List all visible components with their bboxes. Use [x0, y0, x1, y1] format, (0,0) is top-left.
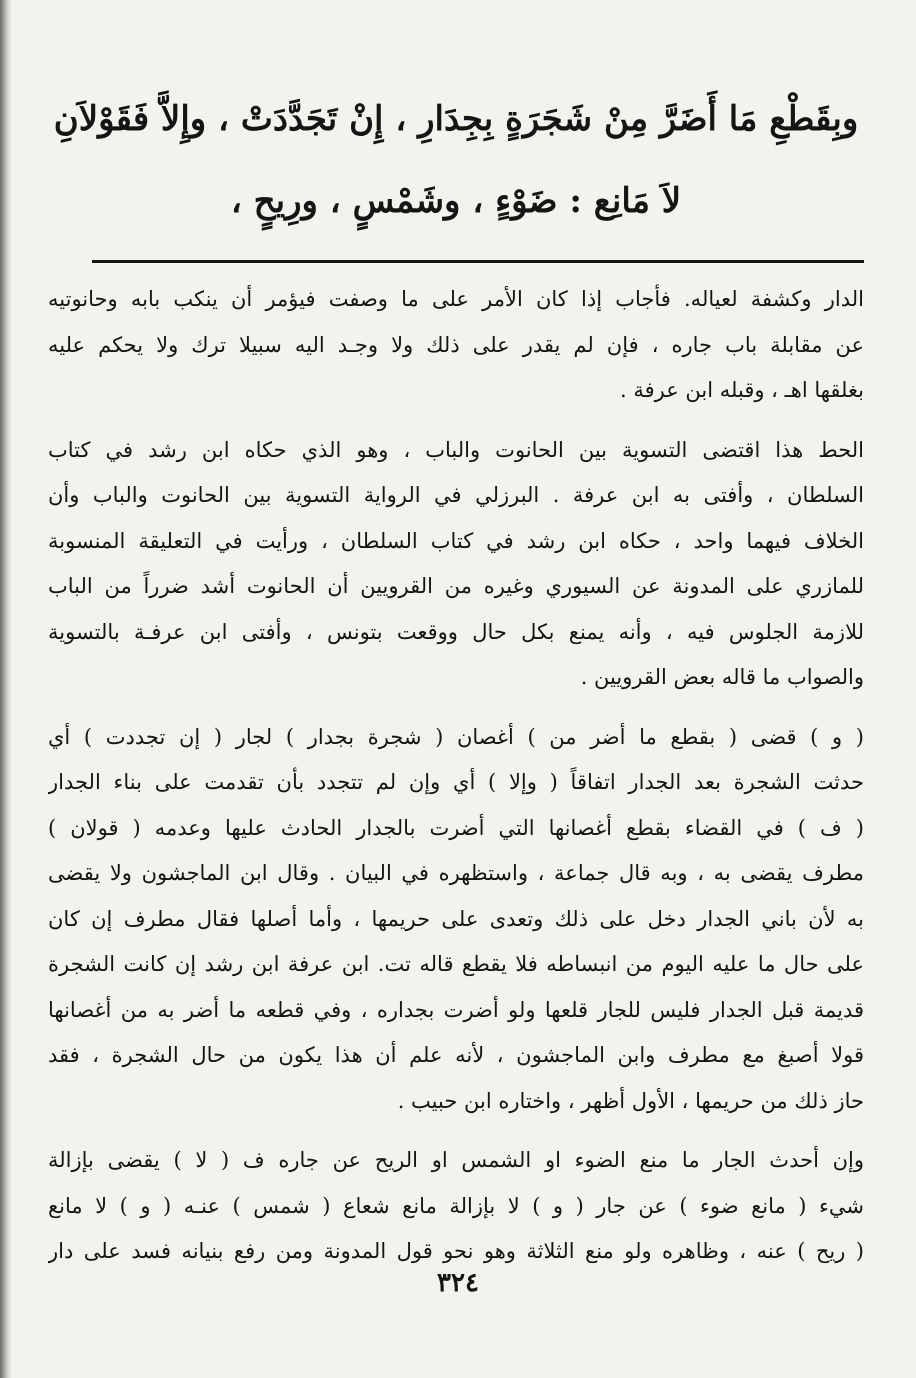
- text-line: للازمة الجلوس فيه ، وأنه يمنع بكل حال ووقعت بتونس ، وأفتى ابن عرفـة بالتسوية: [48, 619, 864, 644]
- paragraph: [48, 715, 864, 1125]
- commentary-body: [48, 277, 864, 1275]
- divider-rule: [92, 260, 864, 263]
- verse-block: [48, 0, 864, 242]
- text-line: شيء ( مانع ضوء ) عن جار ( و ) لا بإزالة مانع شعاع ( شمس ) عنـه ( و ) لا مانع: [48, 1193, 864, 1218]
- text-line: وإن أحدث الجار ما منع الضوء او الشمس او الريح عن جاره ف ( لا ) يقضى بإزالة: [48, 1148, 864, 1172]
- text-line: قولا أصبغ مع مطرف وابن الماجشون ، لأنه علم أن هذا يكون من حال الشجرة ، فقد: [48, 1043, 864, 1067]
- page-edge-shadow: [0, 0, 12, 1378]
- page-number: ٣٢٤: [437, 1268, 479, 1298]
- text-line: على حال ما عليه اليوم من انبساطه فلا يقطع قاله تت. ابن عرفة ابن رشد إن كانت الشجرة: [48, 952, 864, 976]
- text-line: ( ريح ) عنه ، وظاهره ولو منع الثلاثة وهو نحو قول المدونة ومن رفع بنيانه فسد على دار: [48, 1239, 864, 1263]
- text-line: الخلاف فيهما واحد ، حكاه ابن رشد في كتاب السلطان ، ورأيت في التعليقة المنسوبة: [48, 528, 864, 553]
- text-line: مطرف يقضى به ، وبه قال جماعة ، واستظهره في البيان . وقال ابن الماجشون ولا يقضى: [48, 861, 864, 885]
- verse-line: وبِقَطْعِ مَا أَضَرَّ مِنْ شَجَرَةٍ بِجِدَارِ ، إِنْ تَجَدَّدَتْ ، وإِلاَّ فَقَوْلاَنِ: [53, 99, 859, 139]
- verse-line: لاَ مَانِع : ضَوْءٍ ، وشَمْسٍ ، ورِيحٍ ،: [230, 181, 682, 221]
- text-line: ( ف ) في القضاء بقطع أغصانها التي أضرت بالجدار الحادث عليها وعدمه ( قولان ): [48, 815, 864, 840]
- text-line: عن مقابلة باب جاره ، فإن لم يقدر على ذلك ولا وجـد اليه سبيلا ترك ولا يحكم عليه: [48, 332, 864, 357]
- text-line: بغلقها اهـ ، وقبله ابن عرفة .: [619, 378, 864, 402]
- text-line: والصواب ما قاله بعض القرويين .: [580, 665, 864, 689]
- text-line: الدار وكشفة لعياله. فأجاب إذا كان الأمر على ما وصفت فيؤمر أن ينكب بابه وحانوتيه: [48, 287, 864, 311]
- text-line: حدثت الشجرة بعد الجدار اتفاقاً ( وإلا ) أي وإن لم تتجدد بأن تقدمت على بناء الجدار: [48, 770, 864, 794]
- text-line: الحط هذا اقتضى التسوية بين الحانوت والباب ، وهو الذي حكاه ابن رشد في كتاب: [48, 437, 864, 462]
- text-line: ( و ) قضى ( بقطع ما أضر من ) أغصان ( شجرة بجدار ) لجار ( إن تجددت ) أي: [48, 724, 864, 749]
- text-line: السلطان ، وأفتى به ابن عرفة . البرزلي في الرواية التسوية بين الحانوت والباب وأن: [48, 483, 864, 507]
- text-line: به لأن باني الجدار دخل على ذلك وتعدى على حريمها ، وأما أصلها فقال مطرف إن كان: [48, 906, 864, 931]
- text-line: حاز ذلك من حريمها ، الأول أظهر ، واختاره ابن حبيب .: [397, 1088, 864, 1113]
- text-line: للمازري على المدونة عن السيوري وغيره من القرويين أن الحانوت أشد ضرراً من الباب: [48, 574, 864, 598]
- paragraph: [48, 1138, 864, 1275]
- paragraph: [48, 277, 864, 414]
- paragraph: [48, 428, 864, 701]
- text-line: قديمة قبل الجدار فليس للجار قلعها ولو أضرت بجداره ، وفي قطعه ما أضر به من أغصانها: [48, 997, 864, 1022]
